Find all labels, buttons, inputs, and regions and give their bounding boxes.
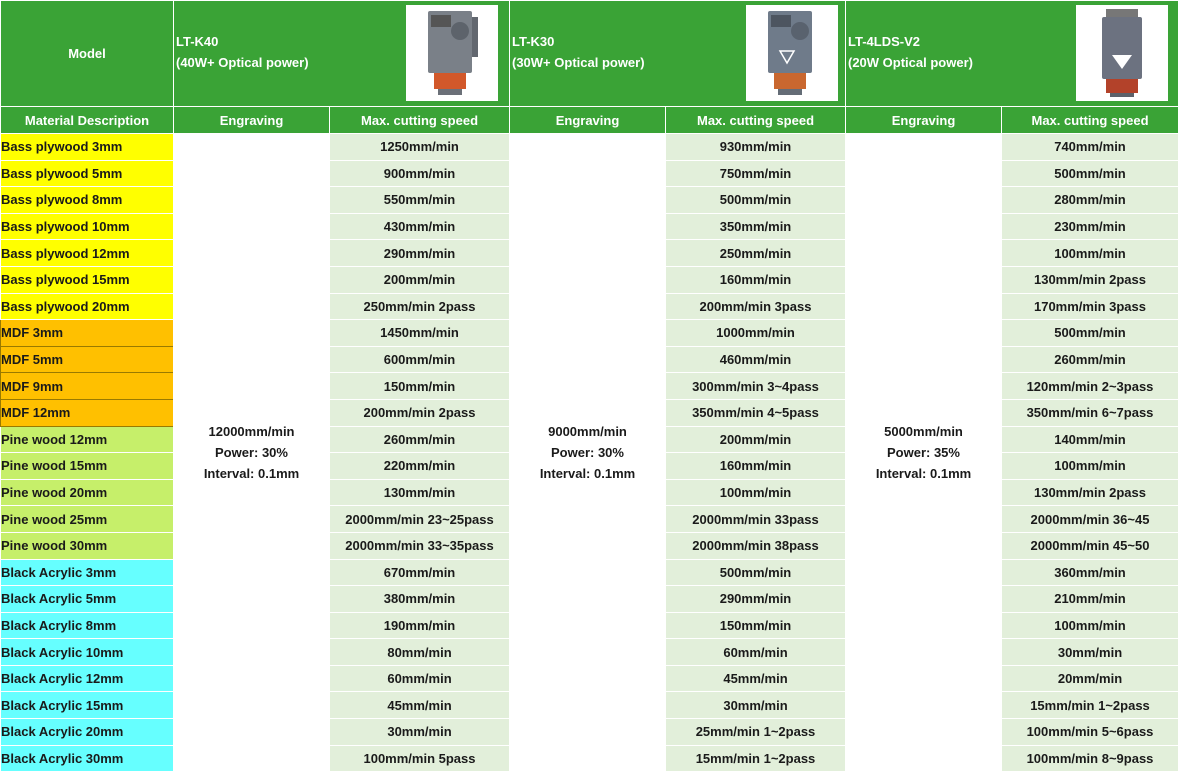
speed-cell: 670mm/min [330,559,510,586]
subheader-row [1,107,1178,134]
material-cell: Black Acrylic 12mm [1,665,174,692]
engraving-power: Power: 30% [174,442,329,463]
speed-cell: 290mm/min [666,586,846,613]
model-cell-k30 [510,1,846,107]
speed-cell: 500mm/min [666,559,846,586]
speed-cell: 250mm/min 2pass [330,293,510,320]
speed-cell: 100mm/min 5pass [330,745,510,772]
speed-cell: 210mm/min [1002,586,1178,613]
engraving-header: Engraving [510,107,666,134]
speed-cell: 100mm/min 8~9pass [1002,745,1178,772]
speed-cell: 100mm/min 5~6pass [1002,719,1178,746]
speed-cell: 220mm/min [330,453,510,480]
speed-cell: 380mm/min [330,586,510,613]
speed-cell: 600mm/min [330,346,510,373]
material-cell: MDF 5mm [1,346,174,373]
engraving-cell [510,134,666,772]
speed-cell: 740mm/min [1002,134,1178,161]
laser-module-icon [406,5,498,101]
speed-cell: 280mm/min [1002,187,1178,214]
model-power: (30W+ Optical power) [512,52,645,73]
speed-cell: 15mm/min 1~2pass [666,745,846,772]
speed-cell: 200mm/min 3pass [666,293,846,320]
speed-cell: 130mm/min 2pass [1002,479,1178,506]
speed-cell: 20mm/min [1002,665,1178,692]
material-cell: Pine wood 12mm [1,426,174,453]
speed-cell: 200mm/min [330,266,510,293]
material-cell: Pine wood 15mm [1,453,174,480]
speed-cell: 1000mm/min [666,320,846,347]
speed-cell: 130mm/min 2pass [1002,266,1178,293]
material-cell: MDF 9mm [1,373,174,400]
speed-cell: 30mm/min [330,719,510,746]
speed-cell: 2000mm/min 36~45 [1002,506,1178,533]
material-header: Material Description [1,107,174,134]
material-cell: Pine wood 25mm [1,506,174,533]
speed-cell: 160mm/min [666,266,846,293]
material-cell: Black Acrylic 10mm [1,639,174,666]
material-cell: Bass plywood 3mm [1,134,174,161]
speed-cell: 2000mm/min 33pass [666,506,846,533]
speed-cell: 360mm/min [1002,559,1178,586]
speed-cell: 500mm/min [1002,320,1178,347]
cutting-header: Max. cutting speed [330,107,510,134]
speed-cell: 430mm/min [330,213,510,240]
engraving-header: Engraving [846,107,1002,134]
speed-cell: 150mm/min [666,612,846,639]
material-cell: Black Acrylic 30mm [1,745,174,772]
speed-cell: 900mm/min [330,160,510,187]
material-cell: Black Acrylic 5mm [1,586,174,613]
engraving-interval: Interval: 0.1mm [174,463,329,484]
speed-cell: 150mm/min [330,373,510,400]
material-cell: Black Acrylic 15mm [1,692,174,719]
speed-cell: 170mm/min 3pass [1002,293,1178,320]
engraving-speed: 12000mm/min [174,421,329,442]
engraving-cell [846,134,1002,772]
material-cell: Bass plywood 10mm [1,213,174,240]
model-power: (20W Optical power) [848,52,973,73]
speed-cell: 260mm/min [1002,346,1178,373]
speed-cell: 350mm/min [666,213,846,240]
speed-cell: 45mm/min [330,692,510,719]
speed-cell: 100mm/min [1002,612,1178,639]
material-cell: Black Acrylic 8mm [1,612,174,639]
engraving-speed: 9000mm/min [510,421,665,442]
speed-cell: 460mm/min [666,346,846,373]
material-cell: Black Acrylic 3mm [1,559,174,586]
speed-cell: 200mm/min [666,426,846,453]
model-header-cell: Model [1,1,174,107]
speed-cell: 1450mm/min [330,320,510,347]
speed-cell: 100mm/min [1002,240,1178,267]
model-name: LT-K30 [512,31,645,52]
material-cell: Pine wood 20mm [1,479,174,506]
model-cell-v2 [846,1,1178,107]
speed-cell: 2000mm/min 45~50 [1002,532,1178,559]
speed-cell: 500mm/min [1002,160,1178,187]
material-cell: Bass plywood 8mm [1,187,174,214]
engraving-speed: 5000mm/min [846,421,1001,442]
speed-cell: 350mm/min 4~5pass [666,399,846,426]
speed-cell: 15mm/min 1~2pass [1002,692,1178,719]
speed-cell: 250mm/min [666,240,846,267]
engraving-power: Power: 35% [846,442,1001,463]
engraving-power: Power: 30% [510,442,665,463]
model-cell-k40 [174,1,510,107]
laser-module-icon [746,5,838,101]
speed-cell: 190mm/min [330,612,510,639]
speed-cell: 350mm/min 6~7pass [1002,399,1178,426]
speed-cell: 550mm/min [330,187,510,214]
speed-cell: 130mm/min [330,479,510,506]
table-row [1,134,1178,161]
speed-cell: 140mm/min [1002,426,1178,453]
speed-cell: 100mm/min [666,479,846,506]
speed-cell: 2000mm/min 23~25pass [330,506,510,533]
speed-cell: 1250mm/min [330,134,510,161]
laser-module-icon [1076,5,1168,101]
model-power: (40W+ Optical power) [176,52,309,73]
speed-cell: 30mm/min [1002,639,1178,666]
speed-cell: 100mm/min [1002,453,1178,480]
speed-cell: 120mm/min 2~3pass [1002,373,1178,400]
speed-cell: 25mm/min 1~2pass [666,719,846,746]
material-cell: Pine wood 30mm [1,532,174,559]
cutting-header: Max. cutting speed [666,107,846,134]
speed-cell: 750mm/min [666,160,846,187]
material-cell: MDF 3mm [1,320,174,347]
material-cell: Bass plywood 5mm [1,160,174,187]
speed-cell: 60mm/min [666,639,846,666]
material-cell: Bass plywood 15mm [1,266,174,293]
speed-cell: 930mm/min [666,134,846,161]
speed-cell: 60mm/min [330,665,510,692]
cutting-header: Max. cutting speed [1002,107,1178,134]
speed-cell: 45mm/min [666,665,846,692]
speed-cell: 30mm/min [666,692,846,719]
speed-cell: 80mm/min [330,639,510,666]
speed-cell: 160mm/min [666,453,846,480]
material-cell: Black Acrylic 20mm [1,719,174,746]
speed-cell: 500mm/min [666,187,846,214]
speed-cell: 290mm/min [330,240,510,267]
speed-cell: 2000mm/min 38pass [666,532,846,559]
engraving-header: Engraving [174,107,330,134]
engraving-interval: Interval: 0.1mm [846,463,1001,484]
model-name: LT-4LDS-V2 [848,31,973,52]
engraving-cell [174,134,330,772]
material-cell: Bass plywood 20mm [1,293,174,320]
speed-cell: 300mm/min 3~4pass [666,373,846,400]
speed-cell: 260mm/min [330,426,510,453]
material-cell: Bass plywood 12mm [1,240,174,267]
speed-cell: 200mm/min 2pass [330,399,510,426]
engraving-interval: Interval: 0.1mm [510,463,665,484]
material-cell: MDF 12mm [1,399,174,426]
speed-cell: 2000mm/min 33~35pass [330,532,510,559]
speed-cell: 230mm/min [1002,213,1178,240]
model-header-row [1,1,1178,107]
model-name: LT-K40 [176,31,309,52]
